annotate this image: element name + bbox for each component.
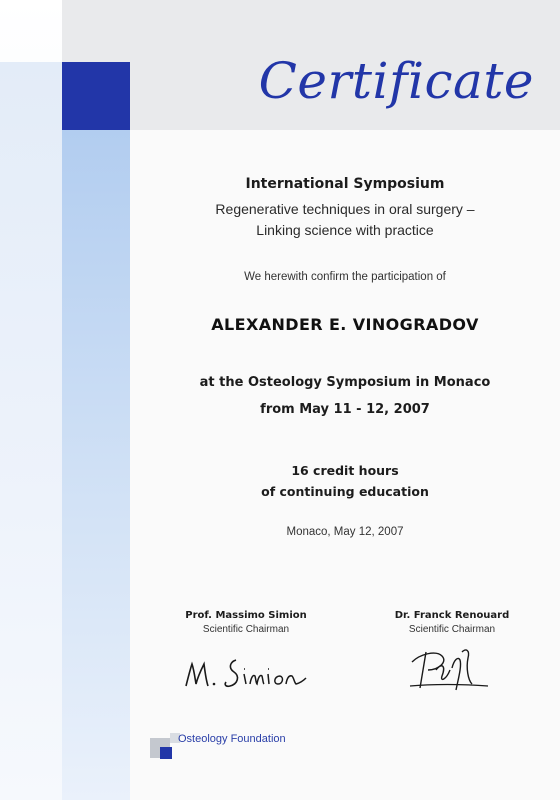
signatory-name: Prof. Massimo Simion [185,610,307,621]
credit-hours: 16 credit hours [291,463,399,478]
pale-blue-band [0,62,62,800]
symposium-subtitle-line1: Regenerative techniques in oral surgery – [215,201,475,217]
symposium-subtitle-line2: Linking science with practice [256,222,434,238]
signatory-role: Scientific Chairman [408,624,496,635]
dark-blue-square [62,62,130,130]
osteology-logo-icon [150,733,180,763]
symposium-subtitle [130,199,560,241]
signature-left [180,650,310,694]
signatory-name: Dr. Franck Renouard [394,610,510,621]
light-blue-band [62,130,130,800]
signatory-right [362,610,542,635]
certificate-title: Certificate [258,52,534,110]
event-dates: from May 11 - 12, 2007 [260,402,430,417]
symposium-title: International Symposium [245,176,445,192]
signatory-left [156,610,336,635]
signatory-role: Scientific Chairman [202,624,290,635]
place-and-date: Monaco, May 12, 2007 [286,526,404,538]
event-location: at the Osteology Symposium in Monaco [199,375,491,390]
signature-right [402,640,494,696]
confirmation-text: We herewith confirm the participation of [244,271,446,283]
organization-name: Osteology Foundation [178,733,286,745]
participant-name: ALEXANDER E. VINOGRADOV [211,315,479,334]
credit-description: of continuing education [261,484,429,499]
